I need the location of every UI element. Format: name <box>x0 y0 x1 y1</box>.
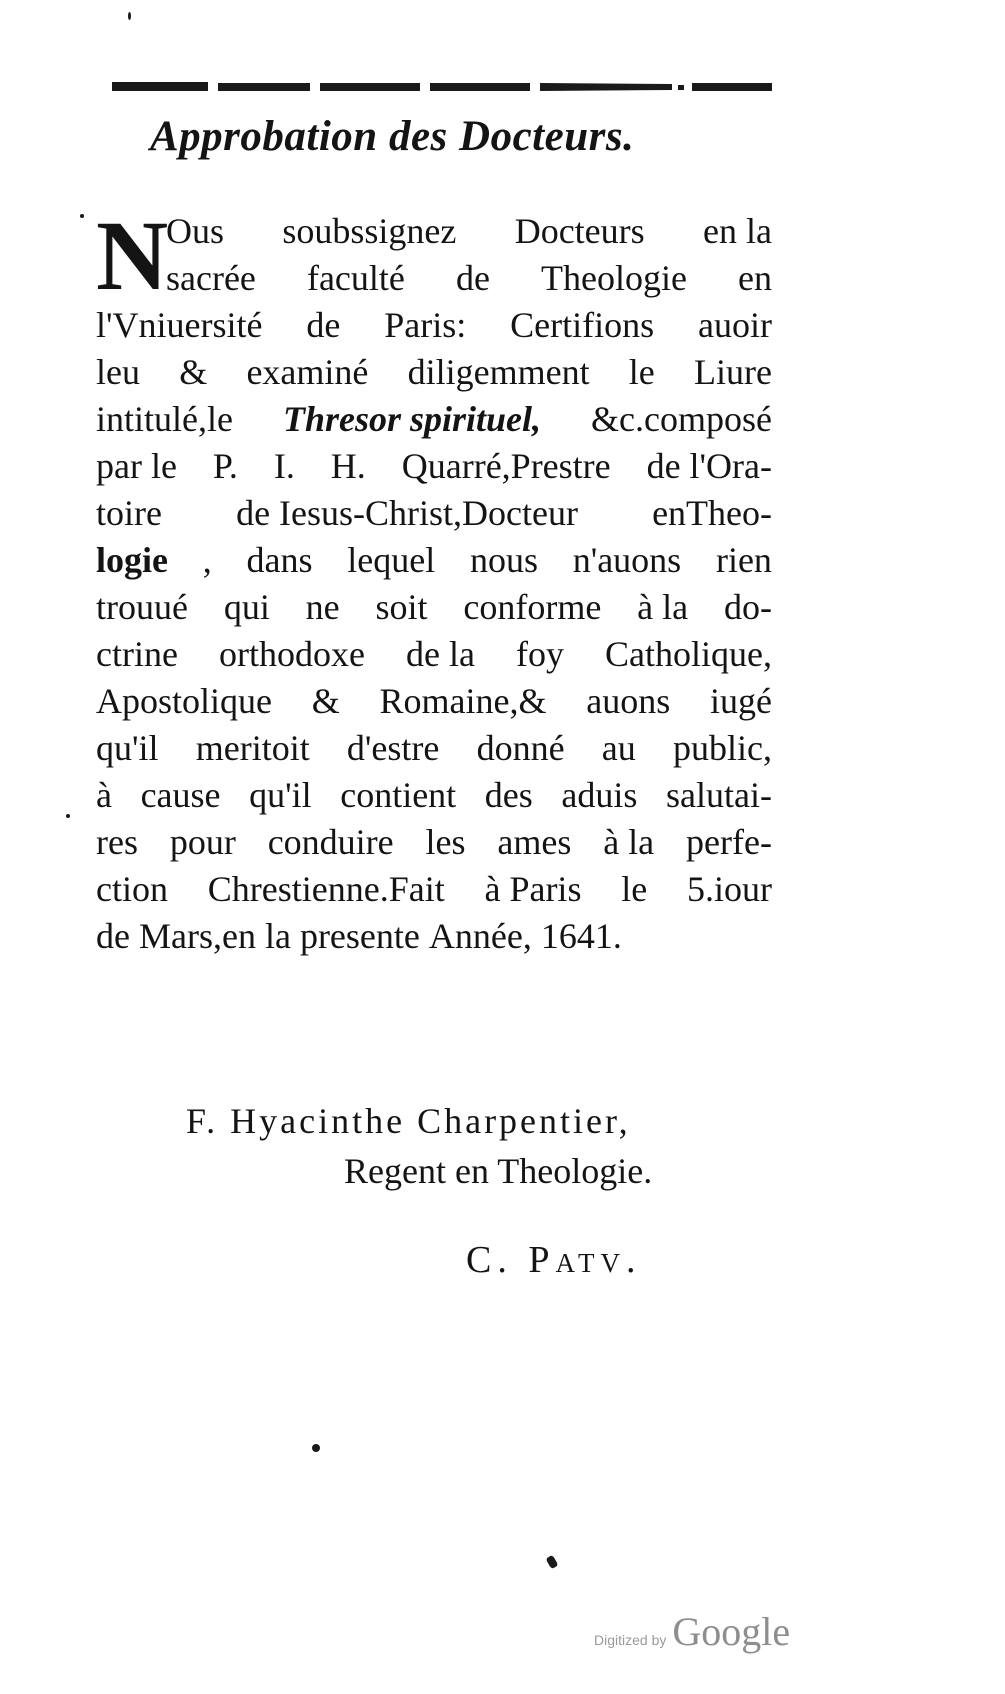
signature-charpentier-role: Regent en Theologie. <box>344 1151 653 1191</box>
text-line: par le P. I. H. Quarré,Prestre de l'Ora- <box>96 446 772 486</box>
page-title: Approbation des Docteurs. <box>150 113 635 160</box>
text-line: sacrée faculté de Theologie en <box>166 258 772 298</box>
header-rule <box>112 80 772 94</box>
ink-speck <box>546 1555 559 1569</box>
text-line: leu & examiné diligemment le Liure <box>96 352 772 392</box>
approbation-text <box>96 200 772 960</box>
ink-speck <box>128 12 131 20</box>
book-title: Thresor spirituel, <box>282 399 542 439</box>
text-line: de Mars,en la presente Année, 1641. <box>96 916 622 956</box>
ink-speck <box>66 814 70 818</box>
signature-patu: C. Patv. <box>466 1239 642 1281</box>
text-line: Apostolique & Romaine,& auons iugé <box>96 681 772 721</box>
drop-cap: N <box>96 200 167 311</box>
text-line: ctrine orthodoxe de la foy Catholique, <box>96 634 772 674</box>
text-line: qu'il meritoit d'estre donné au public, <box>96 728 772 768</box>
text-line: ction Chrestienne.Fait à Paris le 5.iour <box>96 869 772 909</box>
digitized-by-label: Digitized by <box>594 1632 667 1648</box>
text-line: toire de Iesus-Christ,Docteur enTheo- <box>96 493 772 533</box>
text-line: à cause qu'il contient des aduis salutai- <box>96 775 772 815</box>
digitized-watermark <box>594 1608 790 1655</box>
text-line: trouué qui ne soit conforme à la do- <box>96 587 772 627</box>
text-line: l'Vniuersité de Paris: Certifions auoir <box>96 305 772 345</box>
text-line: res pour conduire les ames à la perfe- <box>96 822 772 862</box>
ink-speck <box>80 214 84 218</box>
google-logo: Google <box>672 1609 791 1654</box>
text-line: Ous soubssignez Docteurs en la <box>166 211 772 251</box>
signature-charpentier: F. Hyacinthe Charpentier, <box>186 1101 631 1141</box>
text-line: logie , dans lequel nous n'auons rien <box>96 540 772 580</box>
ink-speck <box>312 1444 320 1452</box>
text-line: intitulé,le Thresor spirituel, &c.composé <box>96 396 772 443</box>
